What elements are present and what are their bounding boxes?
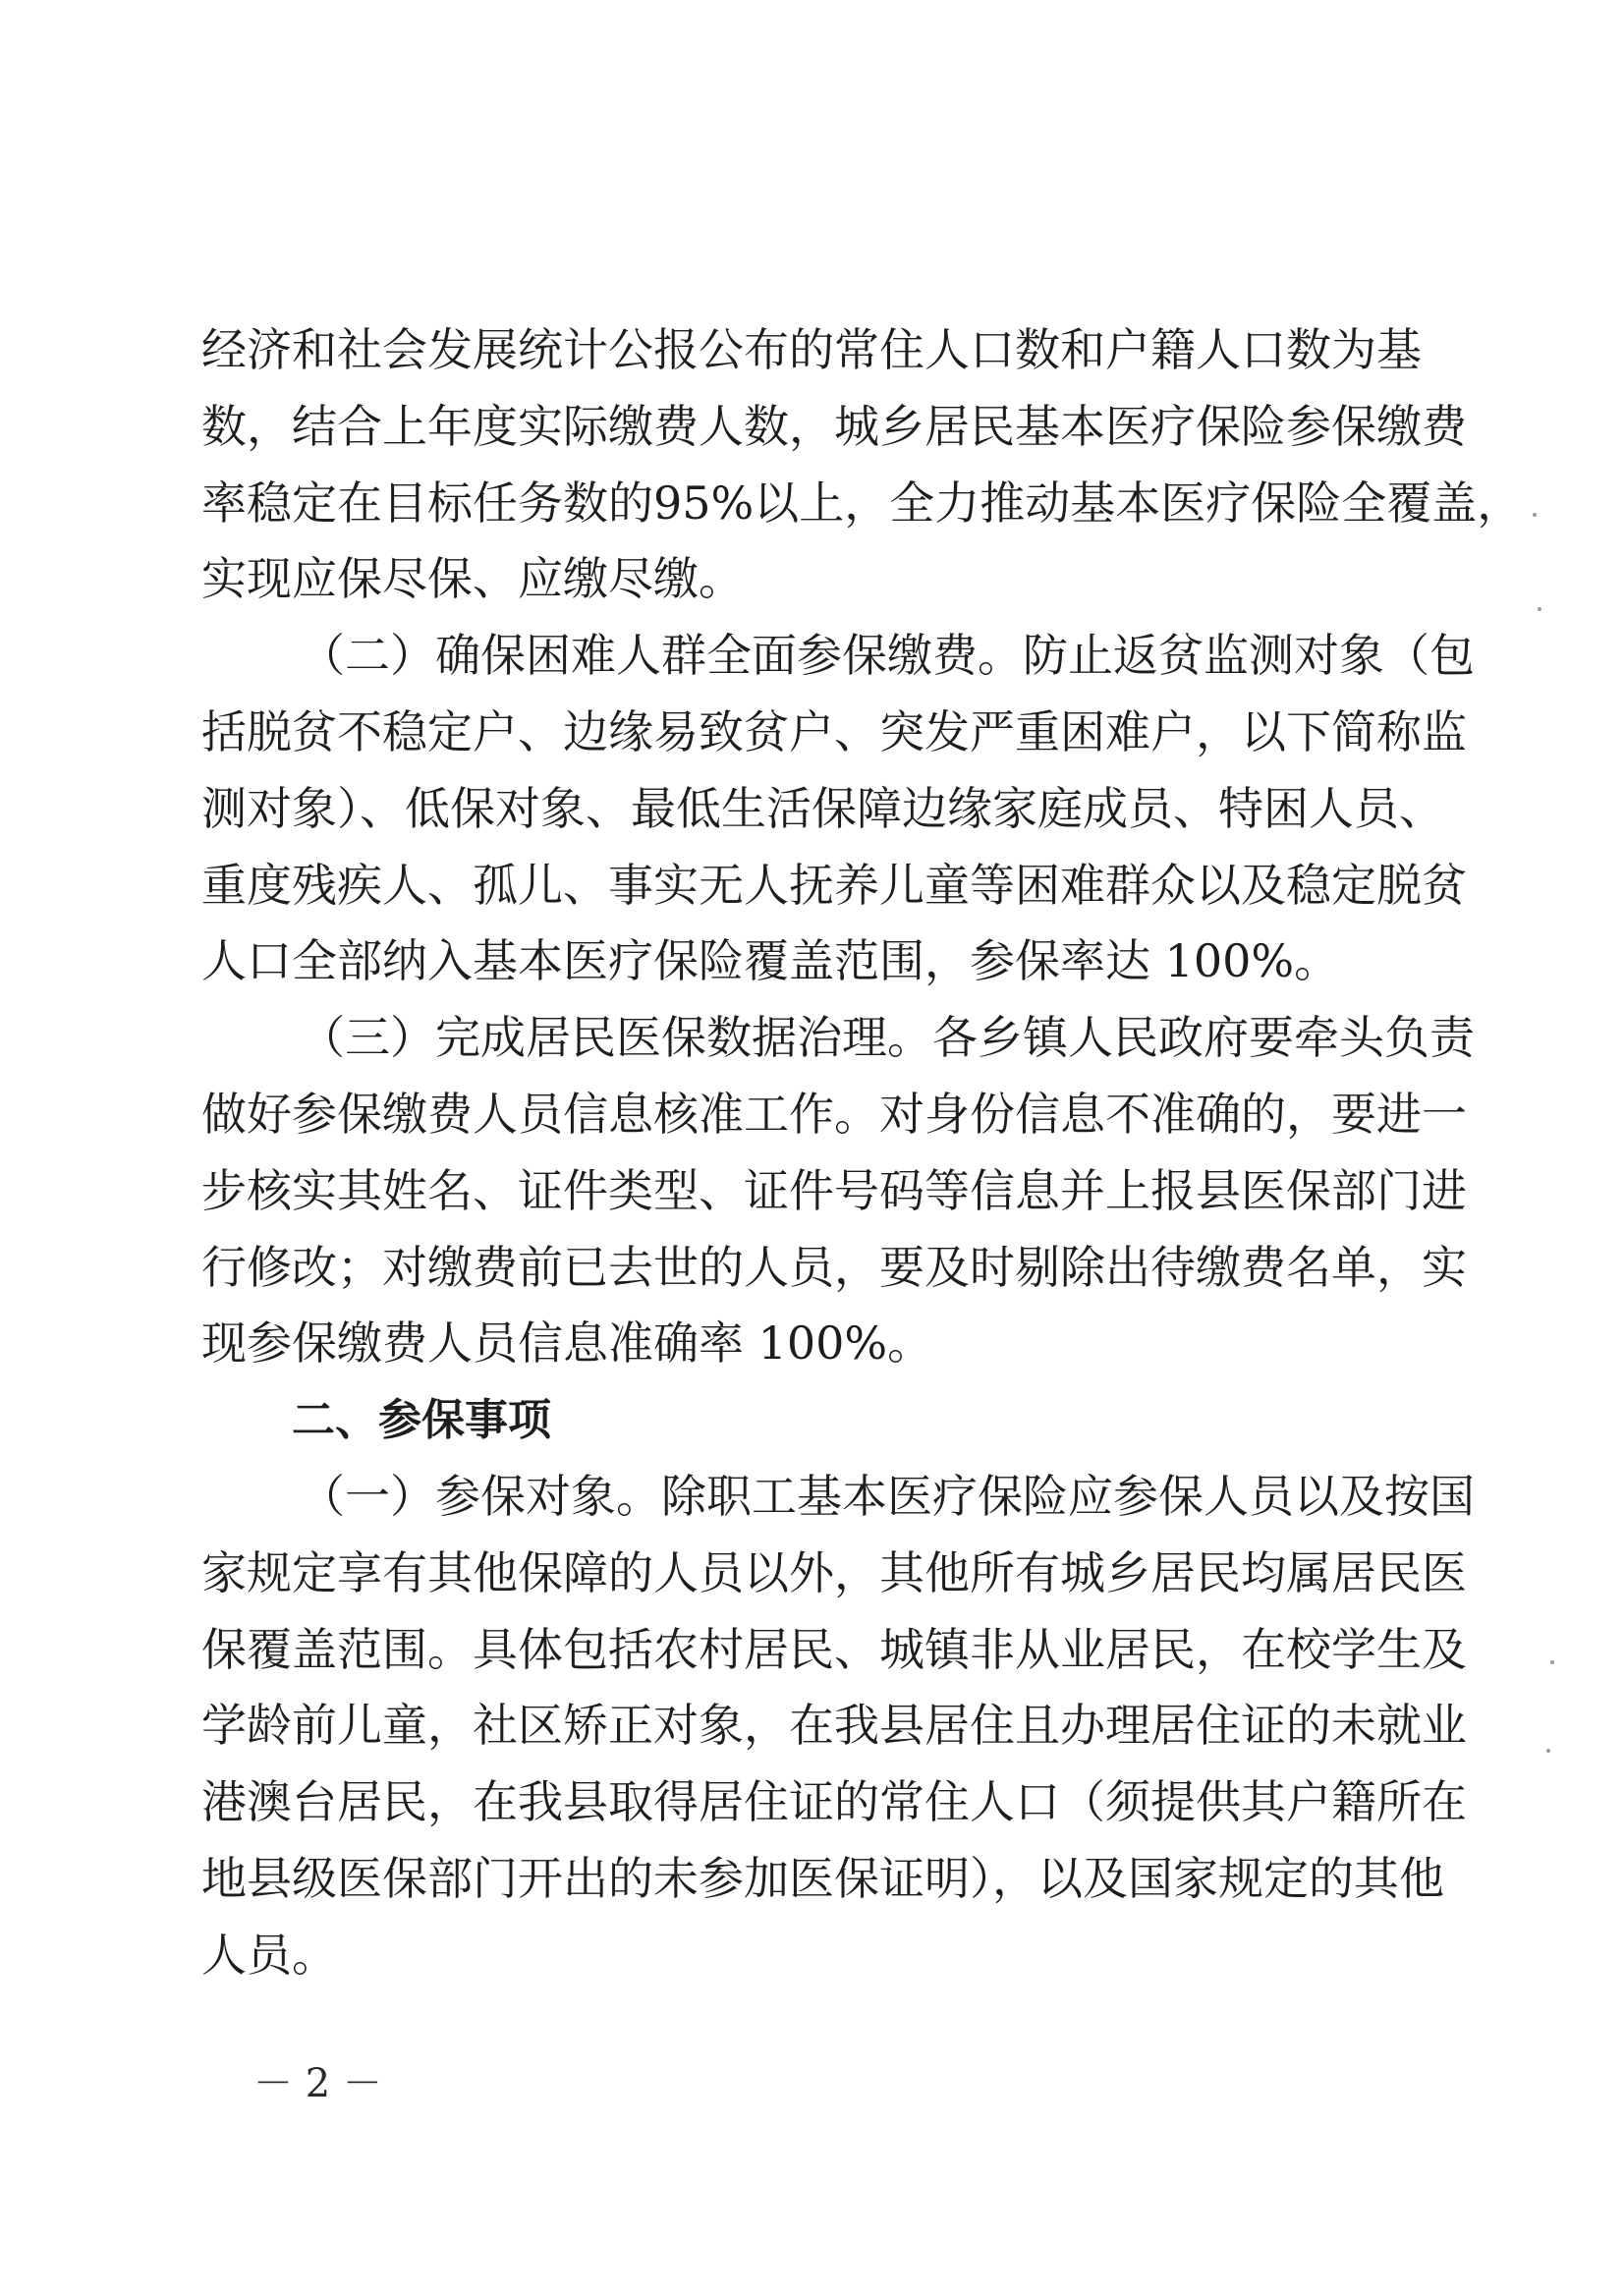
text-line: 人口全部纳入基本医疗保险覆盖范围，参保率达 100%。 <box>201 934 1340 988</box>
text-line: 实现应保尽保、应缴尽缴。 <box>201 552 744 606</box>
text-line: 率稳定在目标任务数的95%以上，全力推动基本医疗保险全覆盖， <box>201 476 1523 530</box>
text-line: 重度残疾人、孤儿、事实无人抚养儿童等困难群众以及稳定脱贫 <box>201 858 1467 912</box>
text-line: 家规定享有其他保障的人员以外，其他所有城乡居民均属居民医 <box>201 1545 1467 1599</box>
scan-speck <box>1533 513 1537 517</box>
text-line: 经济和社会发展统计公报公布的常住人口数和户籍人口数为基 <box>201 323 1422 376</box>
section-2-heading-line: （二）确保困难人群全面参保缴费。防止返贫监测对象（包 <box>300 629 1475 683</box>
body-text <box>201 312 1523 1994</box>
text-line: 数，结合上年度实际缴费人数，城乡居民基本医疗保险参保缴费 <box>201 399 1467 453</box>
scan-speck <box>1538 607 1541 611</box>
text-line: 括脱贫不稳定户、边缘易致贫户、突发严重困难户，以下简称监 <box>201 704 1467 758</box>
subsection-1-heading-line: （一）参保对象。除职工基本医疗保险应参保人员以及按国 <box>300 1469 1475 1523</box>
text-line: 地县级医保部门开出的未参加医保证明），以及国家规定的其他 <box>201 1851 1444 1905</box>
scan-speck <box>1550 1660 1554 1664</box>
section-3-heading-line: （三）完成居民医保数据治理。各乡镇人民政府要牵头负责 <box>300 1011 1475 1065</box>
text-line: 港澳台居民，在我县取得居住证的常住人口（须提供其户籍所在 <box>201 1775 1467 1829</box>
text-line: 现参保缴费人员信息准确率 100%。 <box>201 1316 933 1371</box>
text-line: 人员。 <box>201 1928 337 1982</box>
page-number: － 2 － <box>253 2061 382 2106</box>
section-heading: 二、参保事项 <box>292 1395 551 1446</box>
text-line: 测对象）、低保对象、最低生活保障边缘家庭成员、特困人员、 <box>201 781 1444 835</box>
text-line: 步核实其姓名、证件类型、证件号码等信息并上报县医保部门进 <box>201 1163 1467 1217</box>
text-line: 做好参保缴费人员信息核准工作。对身份信息不准确的，要进一 <box>201 1087 1467 1141</box>
scan-speck <box>1546 1749 1550 1753</box>
text-line: 保覆盖范围。具体包括农村居民、城镇非从业居民，在校学生及 <box>201 1622 1467 1676</box>
text-line: 行修改；对缴费前已去世的人员，要及时剔除出待缴费名单，实 <box>201 1240 1467 1294</box>
text-line: 学龄前儿童，社区矫正对象，在我县居住且办理居住证的未就业 <box>201 1699 1467 1753</box>
